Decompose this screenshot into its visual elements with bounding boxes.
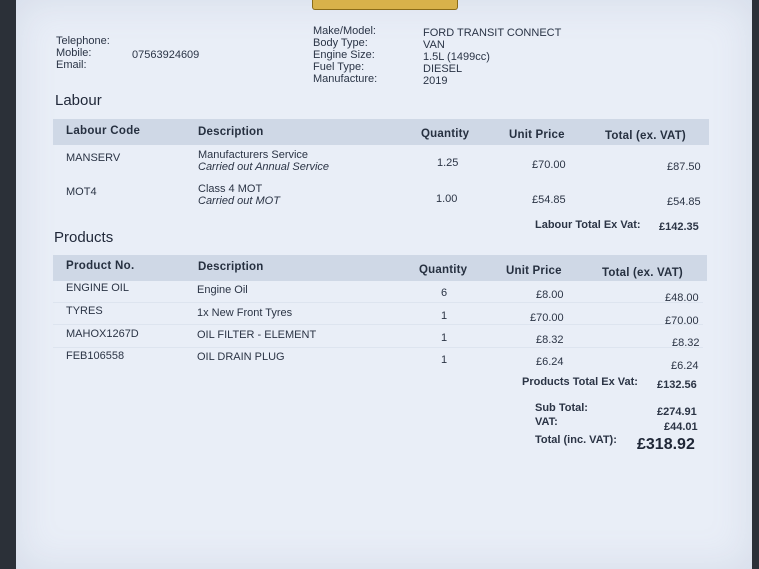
- products-row-divider: [53, 302, 703, 303]
- vat-value: £44.01: [664, 421, 698, 433]
- labour-row-1-code: MANSERV: [66, 152, 121, 164]
- product-row-4-total: £6.24: [671, 360, 699, 372]
- grand-total-value: £318.92: [637, 436, 695, 453]
- product-row-3-total: £8.32: [672, 337, 700, 349]
- telephone-label: Telephone:: [56, 35, 110, 47]
- product-row-1-total: £48.00: [665, 292, 699, 304]
- labour-row-2-qty: 1.00: [436, 193, 458, 205]
- labour-row-1-qty: 1.25: [437, 157, 459, 169]
- body-value: VAN: [423, 39, 445, 51]
- grand-total-label: Total (inc. VAT):: [535, 434, 617, 446]
- make-value: FORD TRANSIT CONNECT: [423, 27, 562, 39]
- labour-row-1-unit: £70.00: [532, 159, 566, 171]
- manufacture-label: Manufacture:: [313, 73, 378, 85]
- products-total-label: Products Total Ex Vat:: [522, 376, 638, 388]
- labour-header-description: Description: [198, 126, 264, 138]
- products-header-code: Product No.: [66, 260, 135, 272]
- products-total-value: £132.56: [657, 379, 697, 391]
- subtotal-value: £274.91: [657, 406, 697, 418]
- product-row-1-qty: 6: [441, 287, 448, 299]
- engine-value: 1.5L (1499cc): [423, 51, 490, 63]
- product-row-3-qty: 1: [441, 332, 448, 344]
- products-table-header: [53, 255, 707, 281]
- labour-row-2-desc: Class 4 MOT: [198, 183, 263, 195]
- product-row-3-unit: £8.32: [536, 334, 564, 346]
- labour-header-code: Labour Code: [66, 125, 141, 137]
- labour-total-label: Labour Total Ex Vat:: [535, 219, 641, 231]
- labour-row-2-total: £54.85: [667, 196, 701, 208]
- product-row-3-code: MAHOX1267D: [66, 328, 139, 340]
- labour-row-2-unit: £54.85: [532, 194, 566, 206]
- product-row-4-code: FEB106558: [66, 350, 125, 362]
- labour-row-1-desc-note: Carried out Annual Service: [198, 161, 330, 173]
- product-row-4-desc: OIL DRAIN PLUG: [197, 351, 285, 363]
- product-row-2-total: £70.00: [665, 315, 699, 327]
- fuel-value: DIESEL: [423, 63, 463, 75]
- body-label: Body Type:: [313, 37, 368, 49]
- product-row-3-desc: OIL FILTER - ELEMENT: [197, 329, 317, 341]
- manufacture-value: 2019: [423, 75, 448, 87]
- labour-row-2-desc-note: Carried out MOT: [198, 195, 280, 207]
- make-label: Make/Model:: [313, 25, 376, 37]
- products-header-description: Description: [198, 261, 264, 273]
- products-header-total: Total (ex. VAT): [602, 267, 683, 279]
- product-row-1-code: ENGINE OIL: [66, 282, 129, 294]
- header-badge: [312, 0, 458, 10]
- products-row-divider: [53, 347, 703, 348]
- email-label: Email:: [56, 59, 87, 71]
- product-row-4-qty: 1: [441, 354, 448, 366]
- labour-row-2-code: MOT4: [66, 186, 97, 198]
- subtotal-label: Sub Total:: [535, 402, 588, 414]
- product-row-2-code: TYRES: [66, 305, 103, 317]
- products-section-title: Products: [54, 229, 114, 246]
- labour-total-value: £142.35: [659, 221, 699, 233]
- labour-header-unit-price: Unit Price: [509, 129, 565, 141]
- product-row-2-desc: 1x New Front Tyres: [197, 307, 293, 319]
- fuel-label: Fuel Type:: [313, 61, 365, 73]
- product-row-4-unit: £6.24: [536, 356, 564, 368]
- product-row-1-desc: Engine Oil: [197, 284, 248, 296]
- vat-label: VAT:: [535, 416, 558, 428]
- product-row-1-unit: £8.00: [536, 289, 564, 301]
- labour-header-quantity: Quantity: [421, 128, 470, 140]
- labour-row-1-total: £87.50: [667, 161, 701, 173]
- labour-table-header: [53, 119, 709, 145]
- products-header-quantity: Quantity: [419, 264, 468, 276]
- labour-section-title: Labour: [55, 92, 102, 109]
- labour-row-1-desc: Manufacturers Service: [198, 149, 309, 161]
- products-header-unit-price: Unit Price: [506, 265, 562, 277]
- mobile-label: Mobile:: [56, 47, 92, 59]
- products-row-divider: [53, 324, 703, 325]
- mobile-value: 07563924609: [132, 49, 200, 61]
- product-row-2-qty: 1: [441, 310, 448, 322]
- product-row-2-unit: £70.00: [530, 312, 564, 324]
- labour-header-total: Total (ex. VAT): [605, 130, 686, 142]
- engine-label: Engine Size:: [313, 49, 375, 61]
